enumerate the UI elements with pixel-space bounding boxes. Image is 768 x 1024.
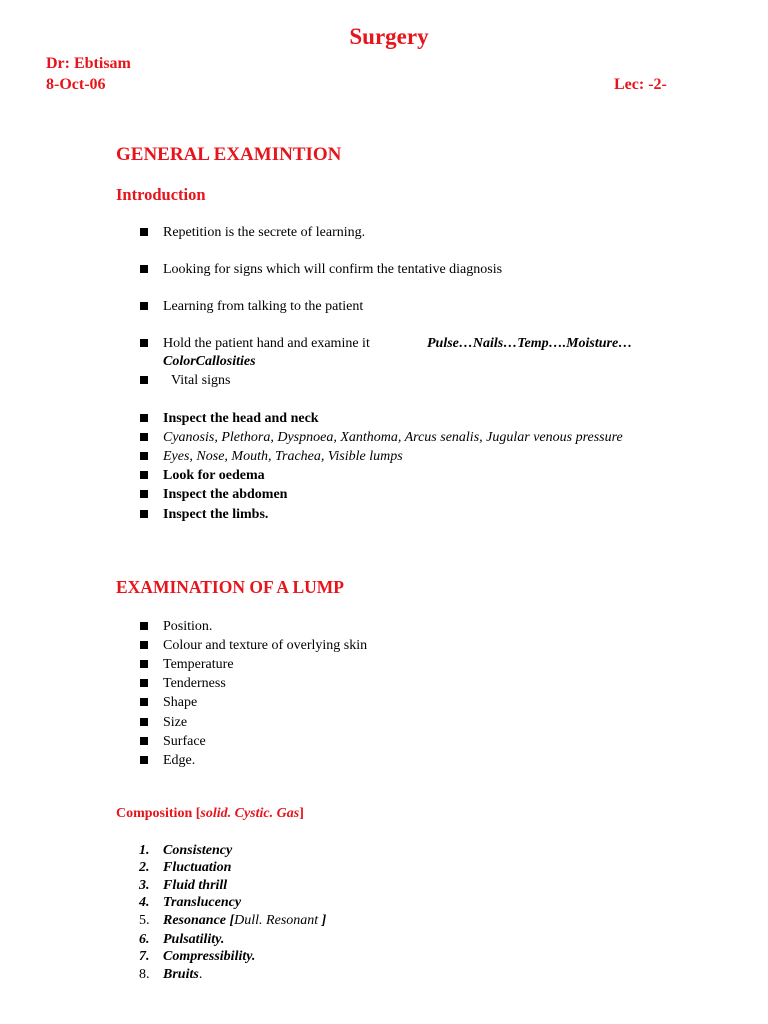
- bullet-square-icon: [140, 510, 148, 518]
- bullet-square-icon: [140, 471, 148, 479]
- bullet-square-icon: [140, 679, 148, 687]
- list-item: Repetition is the secrete of learning.: [163, 225, 366, 240]
- list-item: [163, 967, 202, 983]
- list-item: Learning from talking to the patient: [163, 299, 364, 314]
- bullet-square-icon: [140, 452, 148, 460]
- resonance-close: ]: [321, 913, 327, 928]
- bullet-square-icon: [140, 641, 148, 649]
- bullet-square-icon: [140, 737, 148, 745]
- list-item: Inspect the abdomen: [163, 487, 288, 502]
- bullet-square-icon: [140, 660, 148, 668]
- list-number: 5.: [139, 913, 150, 928]
- list-number: 6.: [139, 932, 150, 947]
- list-item: Position.: [163, 619, 213, 634]
- bullet-square-icon: [140, 228, 148, 236]
- list-item: Compressibility.: [163, 949, 256, 964]
- list-item: Fluid thrill: [163, 878, 228, 893]
- list-item: Eyes, Nose, Mouth, Trachea, Visible lumps: [163, 449, 403, 464]
- composition-heading: [116, 806, 304, 822]
- bullet-square-icon: [140, 698, 148, 706]
- vital-checks-continued: ColorCallosities: [163, 354, 256, 369]
- list-number: 4.: [139, 895, 150, 910]
- list-number: 2.: [139, 860, 150, 875]
- bullet-square-icon: [140, 339, 148, 347]
- composition-close: ]: [299, 806, 304, 821]
- bullet-square-icon: [140, 718, 148, 726]
- list-item: Cyanosis, Plethora, Dyspnoea, Xanthoma, Arcus senalis, Jugular venous pressure: [163, 430, 623, 445]
- list-item: Inspect the head and neck: [163, 411, 319, 426]
- list-item: Fluctuation: [163, 860, 232, 875]
- resonance-label: Resonance [: [163, 913, 235, 928]
- lecture-number: Lec: -2-: [614, 76, 667, 93]
- general-examination-heading: GENERAL EXAMINTION: [116, 144, 342, 165]
- list-item: Surface: [163, 734, 206, 749]
- list-item: [163, 913, 326, 929]
- vital-checks-emphasis: Pulse…Nails…Temp….Moisture…: [427, 336, 633, 351]
- bullet-square-icon: [140, 490, 148, 498]
- list-number: 8.: [139, 967, 150, 982]
- bruits-label: Bruits: [163, 967, 199, 982]
- bullet-square-icon: [140, 756, 148, 764]
- introduction-heading: Introduction: [116, 185, 206, 204]
- list-item: Size: [163, 715, 188, 730]
- bullet-square-icon: [140, 622, 148, 630]
- lump-examination-heading: EXAMINATION OF A LUMP: [116, 577, 344, 597]
- bruits-dot: .: [198, 967, 203, 982]
- doctor-name: Dr: Ebtisam: [46, 55, 131, 72]
- page-title: Surgery: [349, 24, 429, 49]
- list-item: Look for oedema: [163, 468, 265, 483]
- list-item: Pulsatility.: [163, 932, 225, 947]
- list-item: Shape: [163, 695, 198, 710]
- bullet-square-icon: [140, 433, 148, 441]
- list-item: Consistency: [163, 843, 233, 858]
- bullet-square-icon: [140, 414, 148, 422]
- composition-types: solid. Cystic. Gas: [200, 806, 300, 821]
- list-item: Looking for signs which will confirm the tentative diagnosis: [163, 262, 503, 277]
- bullet-square-icon: [140, 265, 148, 273]
- bullet-square-icon: [140, 376, 148, 384]
- composition-label: Composition [: [116, 806, 201, 821]
- lecture-date: 8-Oct-06: [46, 76, 106, 93]
- list-item: Translucency: [163, 895, 242, 910]
- bullet-square-icon: [140, 302, 148, 310]
- list-item: Hold the patient hand and examine it: [163, 336, 370, 351]
- list-number: 1.: [139, 843, 150, 858]
- list-item: Temperature: [163, 657, 234, 672]
- list-item: Colour and texture of overlying skin: [163, 638, 368, 653]
- list-item: Vital signs: [171, 373, 231, 388]
- resonance-detail: Dull. Resonant: [234, 913, 319, 928]
- list-item: Edge.: [163, 753, 196, 768]
- list-item: Tenderness: [163, 676, 226, 691]
- list-number: 3.: [139, 878, 150, 893]
- list-item: Inspect the limbs.: [163, 507, 269, 522]
- list-number: 7.: [139, 949, 150, 964]
